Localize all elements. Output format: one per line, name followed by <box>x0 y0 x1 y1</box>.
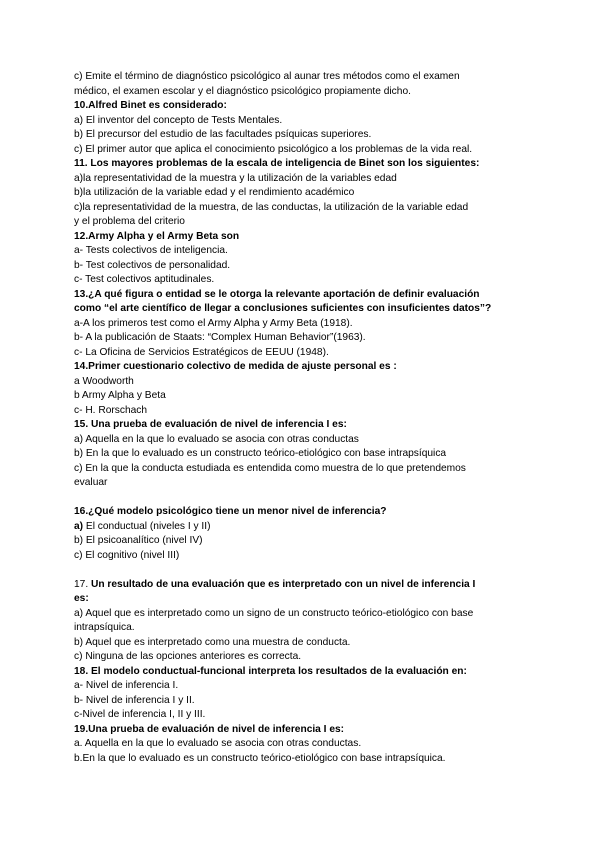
question-heading: 12.Army Alpha y el Army Beta son <box>74 230 240 242</box>
question-heading: como “el arte científico de llegar a conclusiones suficientes con insuficientes datos”? <box>74 303 492 314</box>
blank-line <box>74 491 534 506</box>
question-heading: 15. Una prueba de evaluación de nivel de inferencia I es: <box>74 419 347 430</box>
answer-option: b Army Alpha y Beta <box>74 390 166 401</box>
answer-option: c-Nivel de inferencia I, II y III. <box>74 709 206 720</box>
question-heading: 18. El modelo conductual-funcional interpreta los resultados de la evaluación en: <box>74 665 467 677</box>
answer-option: c- Test colectivos aptitudinales. <box>74 274 215 285</box>
answer-option-letter: a) <box>74 520 84 532</box>
answer-option: a) Aquel que es interpretado como un signo de un constructo teórico-etiológico con base <box>74 607 474 619</box>
document-page <box>74 70 534 766</box>
answer-option: b- Test colectivos de personalidad. <box>74 259 231 271</box>
answer-option: c) Ninguna de las opciones anteriores es correcta. <box>74 651 302 662</box>
answer-option: c)la representatividad de la muestra, de las conductas, la utilización de la variable edad <box>74 201 469 213</box>
answer-option: a- Tests colectivos de inteligencia. <box>74 245 228 256</box>
question-text: Un resultado de una evaluación que es interpretado con un nivel de inferencia I <box>91 578 476 590</box>
answer-option: a) El inventor del concepto de Tests Mentales. <box>74 114 283 126</box>
question-heading: es: <box>74 593 89 604</box>
question-number: 17. <box>74 578 91 590</box>
answer-option: b) Aquel que es interpretado como una muestra de conducta. <box>74 636 351 648</box>
answer-option: médico, el examen escolar y el diagnóstico psicológico propiamente dicho. <box>74 85 411 97</box>
answer-option: c) En la que la conducta estudiada es entendida como muestra de lo que pretendemos <box>74 462 466 474</box>
answer-option: a-A los primeros test como el Army Alpha y Army Beta (1918). <box>74 317 353 329</box>
question-heading: 16.¿Qué modelo psicológico tiene un menor nivel de inferencia? <box>74 506 387 517</box>
answer-option: b) El precursor del estudio de las facultades psíquicas superiores. <box>74 129 372 140</box>
question-heading: 10.Alfred Binet es considerado: <box>74 100 227 111</box>
question-heading <box>74 578 534 593</box>
answer-option: a) Aquella en la que lo evaluado se asocia con otras conductas <box>74 433 359 445</box>
answer-option: c) Emite el término de diagnóstico psicológico al aunar tres métodos como el examen <box>74 71 460 82</box>
answer-option: a. Aquella en la que lo evaluado se asocia con otras conductas. <box>74 738 362 749</box>
answer-option: b) El psicoanalítico (nivel IV) <box>74 535 203 546</box>
answer-option: b- A la publicación de Staats: “Complex Human Behavior”(1963). <box>74 332 366 343</box>
answer-option: a)la representatividad de la muestra y la utilización de la variables edad <box>74 172 397 184</box>
blank-line <box>74 563 534 578</box>
question-heading: 19.Una prueba de evaluación de nivel de inferencia I es: <box>74 723 345 735</box>
answer-option: y el problema del criterio <box>74 216 185 227</box>
question-heading: 13.¿A qué figura o entidad se le otorga la relevante aportación de definir evaluación <box>74 288 480 300</box>
answer-option <box>74 520 534 535</box>
answer-option: a Woodworth <box>74 375 134 387</box>
question-heading: 14.Primer cuestionario colectivo de medida de ajuste personal es : <box>74 361 397 372</box>
answer-option: c- La Oficina de Servicios Estratégicos de EEUU (1948). <box>74 346 329 358</box>
answer-option: evaluar <box>74 477 108 488</box>
answer-option-text: El conductual (niveles I y II) <box>83 520 211 532</box>
answer-option: c) El primer autor que aplica el conocimiento psicológico a los problemas de la vida real. <box>74 143 473 155</box>
answer-option: b.En la que lo evaluado es un constructo teórico-etiológico con base intrapsíquica. <box>74 752 446 764</box>
answer-option: a- Nivel de inferencia I. <box>74 680 179 691</box>
answer-option: c) El cognitivo (nivel III) <box>74 549 180 561</box>
question-heading: 11. Los mayores problemas de la escala de inteligencia de Binet son los siguientes: <box>74 158 480 169</box>
answer-option: c- H. Rorschach <box>74 404 148 416</box>
answer-option: b)la utilización de la variable edad y el rendimiento académico <box>74 187 355 198</box>
answer-option: b) En la que lo evaluado es un constructo teórico-etiológico con base intrapsíquica <box>74 448 447 459</box>
answer-option: intrapsíquica. <box>74 622 135 633</box>
answer-option: b- Nivel de inferencia I y II. <box>74 694 195 706</box>
